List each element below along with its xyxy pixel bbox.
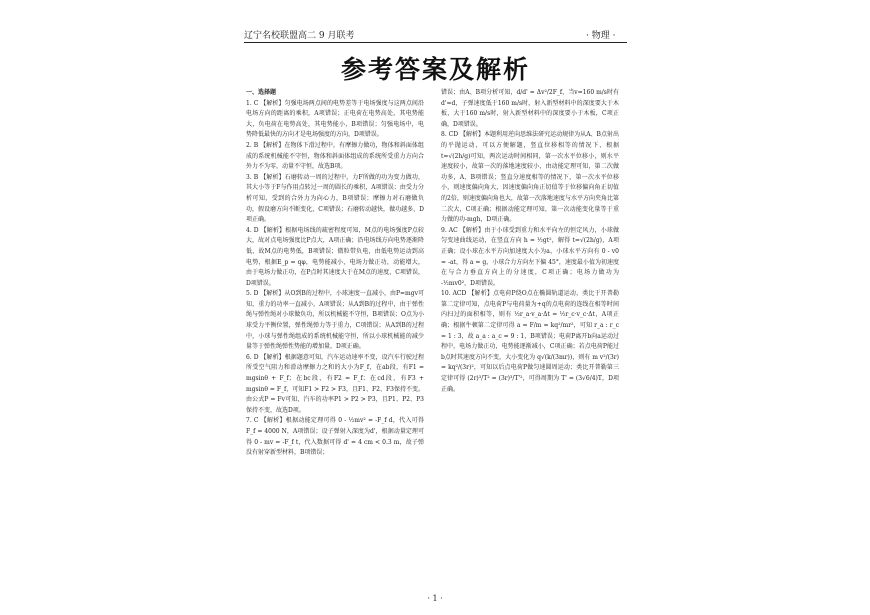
right-column: [441, 88, 619, 395]
answer-paragraph: 4. D 【解析】根据电场线的疏密程度可知，M点的电场强度P点较大，故对点电场强度比P点大，A项正确；沿电场线方向电势逐渐降低，故M点的电势低，B项错误；微粒带负电，由低电势运动到高电势，根据E_p = qφ，电势能减小，电场力做正功，动能增大，由于电场力做正功，在P点时其速度大于在M点的速度，C项错误，D项错误。: [246, 226, 424, 287]
answer-paragraph: 7. C 【解析】根据动能定理可得 0 - ½mv² = -F_f d，代入可得 F_f = 4000 N，A项错误；设子弹射入深度为d'，根据动量定理可得 0 - mv = -F_f t，代入数据可得 d' = 4 cm < 0.3 m，故子弹没有射穿新型材料，B项错误；: [246, 417, 424, 457]
exam-header-title: 辽宁名校联盟高二 9 月联考: [244, 31, 355, 41]
answer-paragraph: 10. ACD 【解析】点电荷P绕O点在椭圆轨道运动，类比于开普勒第二定律可知，点电荷P与电荷量为+q的点电荷的连线在相等时间内扫过的面积相等，则有 ½r_a·v_a·Δt = ½r_c·v_c·Δt，A项正确；根据牛顿第二定律可得 a = F/m = kq²/mr²，可知 r_a : r_c = 1 : 3，故 a_a : a_c = 9 : 1，B项错误；电荷P离开b向a运动过程中，电场力做正功，电势能逐渐减小，C项正确；若点电荷P能过b点时其速度方向不变，大小变化为 q√(k/(3mr))，则有 m v²/(3r) = kq²/(3r)²，可知以后点电荷P做匀速圆周运动；类比开普勒第三定律可得 (2r)³/T² = (3r)³/T'²，可得周期为 T' = (3√6/4)T，D项正确。: [441, 290, 619, 393]
answer-paragraph: 2. B 【解析】在物体下滑过程中，有摩擦力做功，物体和斜面体组成的系统机械能不守恒，物体和斜面体组成的系统所受重力方向合外力不为零，动量不守恒，故选B项。: [246, 141, 424, 171]
left-column: [246, 88, 424, 459]
subject-label: · 物理 ·: [586, 31, 616, 41]
answer-paragraph: 1. C 【解析】匀强电场两点间的电势差等于电场强度与这两点间沿电场方向的距离的乘积，A项错误；正电荷在电势高处，其电势能大，负电荷在电势高处，其电势能小，B项错误；匀强电场中，电势降低最快的方向才是电场强度的方向，D项错误。: [246, 99, 424, 139]
answer-paragraph: 8. CD 【解析】本题利用逆向思维法研究运动规律为从A、B点射出的平抛运动，可以方便解题，竖直位移相等的情况下，根据t=√(2h/g)可知，两次运动时间相同，第一次水平位移小，则水平速度较小，故第一次的落地速度较小，由动能定理可知，第二次做功多，A、B项错误；竖直分速度相等的情况下，第一次水平位移小，则速度偏向角大，因速度偏向角正切值等于位移偏向角正切值的2倍，则速度偏向角也大，故第一次落地速度与水平方向夹角比第二次大，C项正确；根据动能定理可知，第一次动能变化量等于重力做的功-mgh，D项正确。: [441, 131, 619, 224]
answer-paragraph: 错误；由A、B项分析可知，d/d' = Δv²/2F_f，当v=160 m/s时有d'=d，子弹速度低于160 m/s时，射入新型材料中的深度要大于木板，大于160 m/s时，射入新型材料中的深度要小于木板，C项正确，D项错误。: [441, 89, 619, 128]
section-heading: 一、选择题: [246, 89, 277, 96]
answer-paragraph: 3. B 【解析】石磨转动一周的过程中，力F所做的功为变力做功，其大小等于F与作用点转过一周的圆长的乘积，A项错误；由受力分析可知，受到的合外力为向心力，B项错误；摩擦力对石磨做负功，假设磨方向不断变化，C项错误；石磨转动越快，做功越多，D项正确。: [246, 173, 424, 224]
answer-paragraph: 6. D 【解析】根据题意可知，汽车运动速率不变，设汽车行驶过程所受空气阻力和滑动摩擦力之和的大小为F_f，在ab段，有F1 = mgsinθ + F_f；在bc段，有F2 = F_f；在cd段，有F3 + mgsinθ = F_f，可知F1 > F2 > F3，且F1、F2、F3保持不变。由公式P = Fv可知，汽车的功率P1 > P2 > P3，且P1、P2、P3保持不变，故选D项。: [246, 353, 424, 414]
page-title: 参考答案及解析: [340, 55, 530, 84]
page-number: · 1 ·: [427, 594, 443, 603]
header-divider: [244, 42, 627, 43]
answer-paragraph: 9. AC 【解析】由于小球受到重力和水平向左的恒定风力，小球做匀变速曲线运动，在竖直方向 h = ½gt²，解得 t=√(2h/g)，A项正确；设小球在水平方向加速度大小为a，小球水平方向有 0 - v0 = -at，得 a = g，小球合力方向左下偏 45°，速度最小值为初速度在与合力垂直方向上的分速度，C项正确；电场力做功为 -½mv0²，D项错误。: [441, 226, 619, 287]
answer-paragraph: 5. D 【解析】从O到B的过程中，小球速度一直减小，由P=mgv可知，重力的功率一直减小，A项错误；从A到B的过程中，由于弹性绳与弹性绳对小球做负功，所以机械能不守恒，B项错误；O点为小球受力平衡位置，弹性绳弹力等于重力，C项错误；从A到B的过程中，小球与弹性绳组成的系统机械能守恒，所以小球机械能的减少量等于弹性绳弹性势能的增加量，D项正确。: [246, 290, 424, 351]
